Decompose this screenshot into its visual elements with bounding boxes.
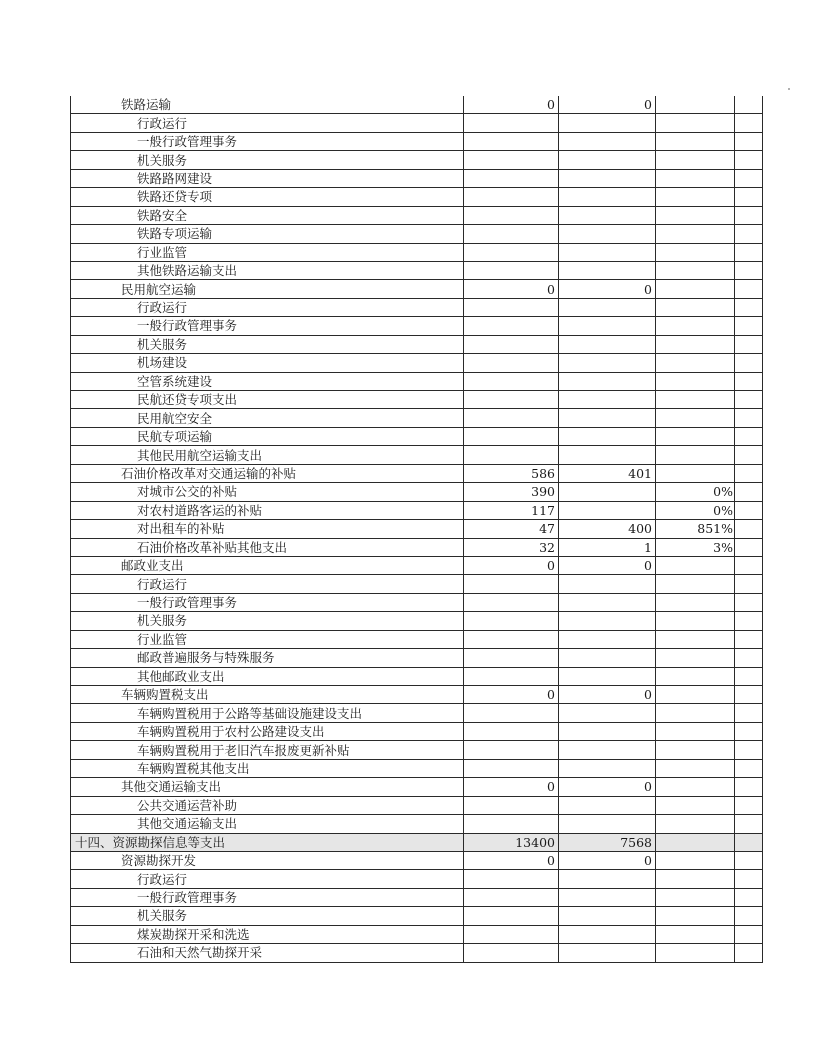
row-name-cell: 资源勘探开发 [71, 851, 464, 869]
row-value-2-cell [559, 298, 656, 316]
row-value-2-cell [559, 261, 656, 279]
row-percent-cell [656, 907, 735, 925]
row-percent-cell [656, 132, 735, 150]
row-value-2-cell [559, 427, 656, 445]
row-name-cell: 行政运行 [71, 114, 464, 132]
row-note-cell [735, 630, 763, 648]
row-value-1-cell [464, 409, 559, 427]
row-value-2-cell [559, 907, 656, 925]
row-value-2-cell [559, 243, 656, 261]
row-name-cell: 对出租车的补贴 [71, 520, 464, 538]
table-row [71, 722, 763, 740]
table-row [71, 169, 763, 187]
row-value-1-cell: 0 [464, 686, 559, 704]
row-percent-cell [656, 851, 735, 869]
row-name-cell: 公共交通运营补助 [71, 796, 464, 814]
row-percent-cell [656, 298, 735, 316]
row-percent-cell [656, 261, 735, 279]
row-note-cell [735, 925, 763, 943]
row-value-2-cell [559, 944, 656, 962]
row-note-cell [735, 722, 763, 740]
row-percent-cell [656, 925, 735, 943]
row-percent-cell [656, 391, 735, 409]
row-name-cell: 行业监管 [71, 243, 464, 261]
row-percent-cell [656, 372, 735, 390]
row-name-cell: 对农村道路客运的补贴 [71, 501, 464, 519]
row-value-2-cell [559, 575, 656, 593]
row-name-cell: 行政运行 [71, 870, 464, 888]
row-name-cell: 其他铁路运输支出 [71, 261, 464, 279]
row-note-cell [735, 851, 763, 869]
row-value-1-cell [464, 243, 559, 261]
table-row [71, 556, 763, 574]
table-row [71, 243, 763, 261]
row-name-cell: 民用航空安全 [71, 409, 464, 427]
table-row [71, 833, 763, 851]
row-value-2-cell [559, 169, 656, 187]
row-name-cell: 铁路路网建设 [71, 169, 464, 187]
table-row [71, 354, 763, 372]
row-value-2-cell [559, 206, 656, 224]
row-name-cell: 一般行政管理事务 [71, 888, 464, 906]
row-name-cell: 煤炭勘探开采和洗选 [71, 925, 464, 943]
row-value-1-cell [464, 944, 559, 962]
row-name-cell: 机关服务 [71, 335, 464, 353]
row-percent-cell [656, 206, 735, 224]
row-value-1-cell [464, 391, 559, 409]
row-percent-cell [656, 667, 735, 685]
row-note-cell [735, 298, 763, 316]
row-value-1-cell: 0 [464, 851, 559, 869]
row-value-2-cell [559, 409, 656, 427]
row-value-1-cell [464, 722, 559, 740]
row-note-cell [735, 556, 763, 574]
row-name-cell: 民航还贷专项支出 [71, 391, 464, 409]
row-note-cell [735, 815, 763, 833]
row-note-cell [735, 446, 763, 464]
row-value-1-cell: 13400 [464, 833, 559, 851]
row-value-1-cell: 0 [464, 280, 559, 298]
row-name-cell: 空管系统建设 [71, 372, 464, 390]
row-value-1-cell: 586 [464, 464, 559, 482]
row-note-cell [735, 686, 763, 704]
table-row [71, 261, 763, 279]
row-percent-cell [656, 593, 735, 611]
row-percent-cell [656, 169, 735, 187]
row-value-2-cell [559, 593, 656, 611]
row-value-1-cell [464, 169, 559, 187]
row-value-2-cell: 0 [559, 686, 656, 704]
row-value-2-cell [559, 741, 656, 759]
row-percent-cell [656, 741, 735, 759]
row-percent-cell [656, 759, 735, 777]
row-note-cell [735, 759, 763, 777]
row-name-cell: 铁路运输 [71, 96, 464, 114]
row-percent-cell [656, 778, 735, 796]
scan-speck [788, 88, 790, 90]
row-name-cell: 机场建设 [71, 354, 464, 372]
row-note-cell [735, 132, 763, 150]
row-percent-cell [656, 335, 735, 353]
row-name-cell: 车辆购置税用于公路等基础设施建设支出 [71, 704, 464, 722]
row-percent-cell [656, 575, 735, 593]
row-value-1-cell [464, 796, 559, 814]
row-name-cell: 民航专项运输 [71, 427, 464, 445]
row-value-2-cell [559, 667, 656, 685]
table-row [71, 778, 763, 796]
row-value-2-cell [559, 372, 656, 390]
row-note-cell [735, 427, 763, 445]
table-row [71, 96, 763, 114]
row-note-cell [735, 188, 763, 206]
row-value-1-cell: 0 [464, 96, 559, 114]
row-percent-cell [656, 630, 735, 648]
row-value-1-cell [464, 354, 559, 372]
table-row [71, 280, 763, 298]
row-value-1-cell [464, 372, 559, 390]
row-percent-cell [656, 704, 735, 722]
table-row [71, 427, 763, 445]
row-value-1-cell [464, 427, 559, 445]
table-row [71, 741, 763, 759]
row-value-1-cell [464, 446, 559, 464]
row-value-2-cell: 1 [559, 538, 656, 556]
row-value-2-cell [559, 888, 656, 906]
row-note-cell [735, 372, 763, 390]
row-note-cell [735, 409, 763, 427]
row-note-cell [735, 833, 763, 851]
row-value-1-cell [464, 741, 559, 759]
row-value-1-cell [464, 317, 559, 335]
row-value-2-cell [559, 925, 656, 943]
row-name-cell: 机关服务 [71, 612, 464, 630]
row-name-cell: 车辆购置税其他支出 [71, 759, 464, 777]
row-value-2-cell: 0 [559, 851, 656, 869]
budget-table [70, 96, 763, 963]
row-value-1-cell: 0 [464, 556, 559, 574]
row-percent-cell [656, 317, 735, 335]
table-row [71, 888, 763, 906]
row-value-1-cell [464, 335, 559, 353]
row-name-cell: 其他民用航空运输支出 [71, 446, 464, 464]
table-row [71, 686, 763, 704]
table-row [71, 409, 763, 427]
row-value-2-cell [559, 483, 656, 501]
row-value-2-cell [559, 630, 656, 648]
table-row [71, 372, 763, 390]
row-note-cell [735, 483, 763, 501]
table-row [71, 630, 763, 648]
row-value-1-cell: 32 [464, 538, 559, 556]
row-name-cell: 其他交通运输支出 [71, 815, 464, 833]
row-name-cell: 铁路还贷专项 [71, 188, 464, 206]
row-value-2-cell: 0 [559, 280, 656, 298]
table-row [71, 538, 763, 556]
row-name-cell: 邮政业支出 [71, 556, 464, 574]
row-name-cell: 车辆购置税用于老旧汽车报废更新补贴 [71, 741, 464, 759]
row-percent-cell: 851% [656, 520, 735, 538]
table-row [71, 317, 763, 335]
row-percent-cell [656, 870, 735, 888]
row-name-cell: 行政运行 [71, 575, 464, 593]
row-value-1-cell [464, 870, 559, 888]
row-name-cell: 十四、资源勘探信息等支出 [71, 833, 464, 851]
row-note-cell [735, 317, 763, 335]
row-value-2-cell [559, 501, 656, 519]
row-value-1-cell: 0 [464, 778, 559, 796]
row-note-cell [735, 538, 763, 556]
row-note-cell [735, 96, 763, 114]
table-row [71, 815, 763, 833]
table-row [71, 612, 763, 630]
table-row [71, 759, 763, 777]
row-value-2-cell [559, 225, 656, 243]
row-percent-cell [656, 556, 735, 574]
row-value-1-cell [464, 593, 559, 611]
row-note-cell [735, 501, 763, 519]
row-percent-cell [656, 815, 735, 833]
table-row [71, 796, 763, 814]
row-value-2-cell [559, 446, 656, 464]
table-row [71, 870, 763, 888]
row-value-1-cell [464, 575, 559, 593]
table-row [71, 520, 763, 538]
row-value-2-cell [559, 132, 656, 150]
row-percent-cell [656, 243, 735, 261]
row-percent-cell [656, 612, 735, 630]
row-note-cell [735, 870, 763, 888]
row-value-2-cell [559, 391, 656, 409]
row-percent-cell [656, 944, 735, 962]
row-value-2-cell: 0 [559, 96, 656, 114]
row-value-1-cell [464, 667, 559, 685]
table-row [71, 188, 763, 206]
table-row [71, 944, 763, 962]
row-percent-cell: 3% [656, 538, 735, 556]
row-value-2-cell [559, 870, 656, 888]
row-value-1-cell: 390 [464, 483, 559, 501]
row-value-2-cell: 400 [559, 520, 656, 538]
row-percent-cell [656, 114, 735, 132]
row-value-2-cell: 7568 [559, 833, 656, 851]
table-row [71, 446, 763, 464]
row-value-2-cell [559, 704, 656, 722]
row-note-cell [735, 335, 763, 353]
row-value-2-cell [559, 335, 656, 353]
row-note-cell [735, 944, 763, 962]
row-percent-cell [656, 796, 735, 814]
row-name-cell: 其他交通运输支出 [71, 778, 464, 796]
row-name-cell: 其他邮政业支出 [71, 667, 464, 685]
row-percent-cell [656, 446, 735, 464]
row-note-cell [735, 114, 763, 132]
row-value-1-cell [464, 188, 559, 206]
row-name-cell: 石油和天然气勘探开采 [71, 944, 464, 962]
row-value-2-cell [559, 759, 656, 777]
row-name-cell: 对城市公交的补贴 [71, 483, 464, 501]
row-value-1-cell [464, 815, 559, 833]
row-value-2-cell [559, 114, 656, 132]
row-value-1-cell [464, 132, 559, 150]
row-name-cell: 石油价格改革补贴其他支出 [71, 538, 464, 556]
row-value-1-cell [464, 888, 559, 906]
row-name-cell: 邮政普遍服务与特殊服务 [71, 649, 464, 667]
row-percent-cell [656, 151, 735, 169]
row-value-2-cell: 0 [559, 778, 656, 796]
row-note-cell [735, 261, 763, 279]
row-value-2-cell [559, 151, 656, 169]
row-name-cell: 车辆购置税支出 [71, 686, 464, 704]
row-name-cell: 石油价格改革对交通运输的补贴 [71, 464, 464, 482]
row-value-1-cell [464, 759, 559, 777]
row-note-cell [735, 206, 763, 224]
row-name-cell: 民用航空运输 [71, 280, 464, 298]
row-value-1-cell [464, 907, 559, 925]
row-note-cell [735, 575, 763, 593]
row-name-cell: 机关服务 [71, 151, 464, 169]
row-percent-cell [656, 464, 735, 482]
row-value-1-cell [464, 261, 559, 279]
row-name-cell: 铁路安全 [71, 206, 464, 224]
row-value-1-cell [464, 925, 559, 943]
table-row [71, 132, 763, 150]
row-name-cell: 机关服务 [71, 907, 464, 925]
table-row [71, 483, 763, 501]
row-value-1-cell [464, 114, 559, 132]
row-value-2-cell [559, 317, 656, 335]
row-name-cell: 一般行政管理事务 [71, 132, 464, 150]
row-note-cell [735, 612, 763, 630]
row-name-cell: 一般行政管理事务 [71, 317, 464, 335]
table-row [71, 114, 763, 132]
table-row [71, 704, 763, 722]
table-row [71, 391, 763, 409]
row-value-1-cell [464, 704, 559, 722]
row-note-cell [735, 169, 763, 187]
table-row [71, 575, 763, 593]
table-row [71, 593, 763, 611]
row-note-cell [735, 907, 763, 925]
row-note-cell [735, 354, 763, 372]
row-value-1-cell [464, 612, 559, 630]
row-note-cell [735, 667, 763, 685]
row-note-cell [735, 225, 763, 243]
row-value-2-cell [559, 722, 656, 740]
row-value-1-cell [464, 630, 559, 648]
row-value-2-cell [559, 815, 656, 833]
row-name-cell: 车辆购置税用于农村公路建设支出 [71, 722, 464, 740]
row-note-cell [735, 704, 763, 722]
row-name-cell: 行政运行 [71, 298, 464, 316]
table-row [71, 206, 763, 224]
row-note-cell [735, 593, 763, 611]
row-note-cell [735, 280, 763, 298]
budget-table-body [71, 96, 763, 962]
row-value-1-cell [464, 151, 559, 169]
row-percent-cell [656, 686, 735, 704]
row-note-cell [735, 649, 763, 667]
row-percent-cell [656, 354, 735, 372]
row-value-1-cell [464, 298, 559, 316]
table-row [71, 649, 763, 667]
row-value-1-cell [464, 649, 559, 667]
row-percent-cell [656, 409, 735, 427]
row-value-2-cell: 401 [559, 464, 656, 482]
row-note-cell [735, 151, 763, 169]
row-value-2-cell [559, 796, 656, 814]
row-percent-cell: 0% [656, 483, 735, 501]
table-row [71, 335, 763, 353]
row-percent-cell [656, 225, 735, 243]
row-percent-cell [656, 833, 735, 851]
row-name-cell: 铁路专项运输 [71, 225, 464, 243]
row-percent-cell [656, 888, 735, 906]
row-value-1-cell [464, 225, 559, 243]
row-note-cell [735, 796, 763, 814]
row-value-2-cell [559, 188, 656, 206]
row-value-1-cell [464, 206, 559, 224]
table-row [71, 225, 763, 243]
table-row [71, 298, 763, 316]
row-name-cell: 一般行政管理事务 [71, 593, 464, 611]
row-note-cell [735, 391, 763, 409]
table-row [71, 667, 763, 685]
row-note-cell [735, 520, 763, 538]
row-percent-cell [656, 280, 735, 298]
row-percent-cell [656, 427, 735, 445]
row-percent-cell [656, 96, 735, 114]
row-note-cell [735, 888, 763, 906]
table-row [71, 464, 763, 482]
table-row [71, 907, 763, 925]
row-note-cell [735, 778, 763, 796]
row-value-1-cell: 117 [464, 501, 559, 519]
row-value-1-cell: 47 [464, 520, 559, 538]
table-row [71, 501, 763, 519]
row-note-cell [735, 741, 763, 759]
row-note-cell [735, 243, 763, 261]
row-value-2-cell [559, 354, 656, 372]
row-value-2-cell [559, 612, 656, 630]
table-row [71, 925, 763, 943]
row-name-cell: 行业监管 [71, 630, 464, 648]
table-row [71, 151, 763, 169]
table-row [71, 851, 763, 869]
row-percent-cell: 0% [656, 501, 735, 519]
row-percent-cell [656, 188, 735, 206]
row-percent-cell [656, 649, 735, 667]
row-value-2-cell: 0 [559, 556, 656, 574]
row-value-2-cell [559, 649, 656, 667]
row-percent-cell [656, 722, 735, 740]
row-note-cell [735, 464, 763, 482]
